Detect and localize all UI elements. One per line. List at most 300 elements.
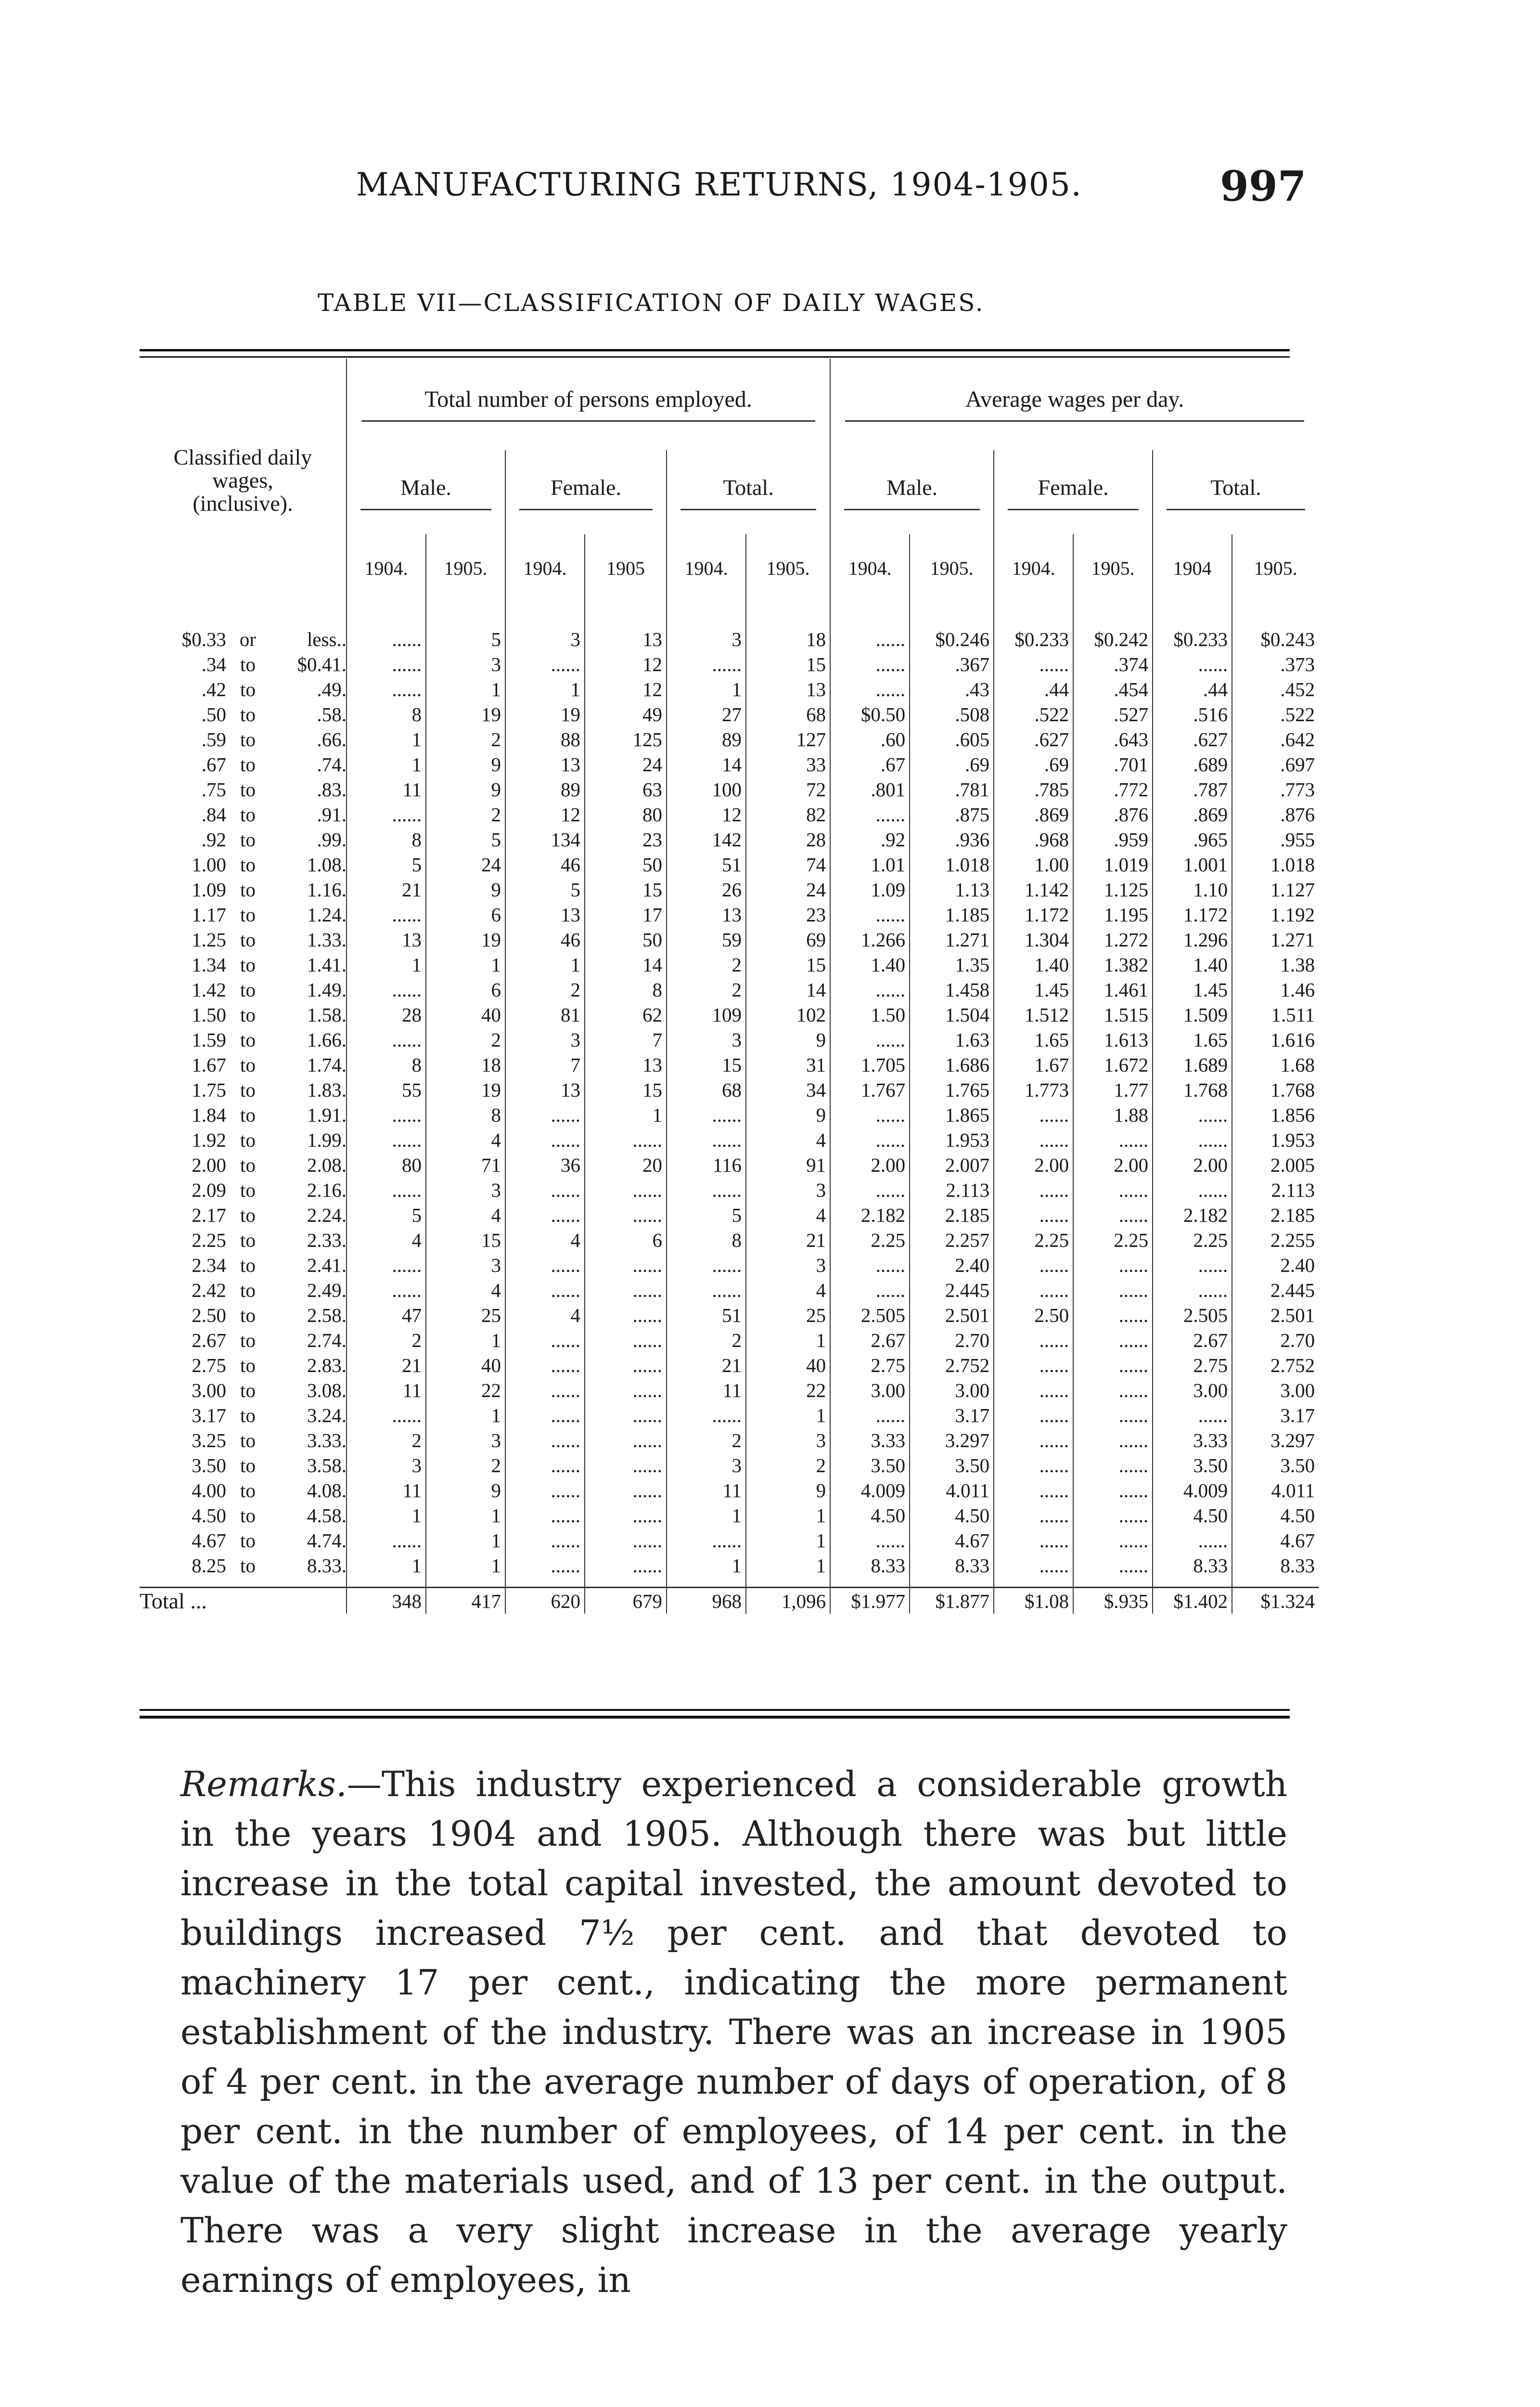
wage-class-from: .84 (201, 803, 226, 826)
table-cell: ...... (585, 1503, 667, 1528)
table-cell: 1.01 (830, 852, 910, 877)
table-cell: 1.40 (994, 952, 1073, 977)
table-cell: 13 (505, 1077, 585, 1102)
table-row (140, 1278, 1319, 1303)
table-cell: 8.33 (830, 1553, 910, 1578)
table-row (140, 1152, 1319, 1178)
table-cell: 1 (746, 1553, 830, 1578)
wage-class-upper: .91. (317, 803, 346, 826)
wage-class-to: to (240, 879, 256, 901)
table-cell: ...... (585, 1328, 667, 1353)
wage-class-label (140, 977, 346, 1002)
table-cell: 2.40 (910, 1253, 994, 1278)
table-cell: 3.50 (910, 1453, 994, 1478)
wage-class-to: to (240, 1379, 256, 1401)
total-cell: $1.977 (830, 1588, 910, 1614)
table-cell: .374 (1073, 652, 1153, 677)
table-cell: 2 (505, 977, 585, 1002)
table-cell: 19 (426, 1077, 505, 1102)
wage-class-upper: 3.08. (307, 1379, 346, 1401)
table-cell: 62 (585, 1002, 667, 1027)
wage-class-label (140, 1178, 346, 1203)
table-cell: .69 (994, 752, 1073, 777)
table-row (140, 1077, 1319, 1102)
wage-class-label (140, 777, 346, 802)
table-row (140, 652, 1319, 677)
table-cell: ...... (994, 652, 1073, 677)
table-cell: .67 (830, 752, 910, 777)
table-cell: 4.67 (1232, 1528, 1319, 1553)
wage-class-upper: 2.58. (307, 1304, 346, 1326)
table-cell: 89 (667, 727, 746, 752)
table-cell: 1.142 (994, 877, 1073, 902)
wage-class-upper: 2.33. (307, 1229, 346, 1251)
total-cell: 1,096 (746, 1588, 830, 1614)
table-row (140, 827, 1319, 852)
table-cell: 13 (667, 902, 746, 927)
table-cell: 1 (746, 1503, 830, 1528)
table-cell: .697 (1232, 752, 1319, 777)
wage-class-to: to (240, 778, 256, 801)
wage-class-upper: 1.16. (307, 879, 346, 901)
table-cell: ...... (1073, 1378, 1153, 1403)
wage-class-to: to (240, 1404, 256, 1426)
table-cell: 1.001 (1153, 852, 1232, 877)
table-row (140, 1203, 1319, 1228)
remarks-lead: Remarks. (180, 1764, 347, 1804)
table-cell: 2 (746, 1453, 830, 1478)
wage-class-from: 2.34 (192, 1254, 226, 1276)
table-cell: .869 (1153, 802, 1232, 827)
table-cell: ...... (830, 1278, 910, 1303)
table-cell: 25 (426, 1303, 505, 1328)
wage-class-to: to (240, 1129, 256, 1151)
table-cell: .876 (1232, 802, 1319, 827)
wage-class-to: to (240, 979, 256, 1001)
table-cell: 1.266 (830, 927, 910, 952)
table-cell: 3.17 (1232, 1403, 1319, 1428)
table-cell: .367 (910, 652, 994, 677)
wage-class-label (140, 827, 346, 852)
wage-class-to: to (240, 1529, 256, 1552)
table-cell: .869 (994, 802, 1073, 827)
table-top-rule (140, 349, 1290, 358)
table-cell: ...... (1153, 1178, 1232, 1203)
wage-class-from: 3.50 (192, 1454, 226, 1476)
table-cell: ...... (346, 1127, 426, 1152)
table-cell: 31 (746, 1052, 830, 1077)
table-cell: ...... (1073, 1328, 1153, 1353)
table-cell: 1.515 (1073, 1002, 1153, 1027)
table-cell: 1.686 (910, 1052, 994, 1077)
table-row (140, 1127, 1319, 1152)
table-cell: ...... (1073, 1553, 1153, 1578)
table-cell: 6 (585, 1228, 667, 1253)
table-row (140, 1228, 1319, 1253)
table-row (140, 1353, 1319, 1378)
table-cell: 14 (746, 977, 830, 1002)
table-cell: 3 (667, 1453, 746, 1478)
total-label: Total ... (140, 1588, 346, 1614)
table-cell: 1.865 (910, 1102, 994, 1127)
sub-header (667, 450, 830, 534)
table-cell: ...... (994, 1503, 1073, 1528)
table-cell: 36 (505, 1152, 585, 1178)
table-cell: 3 (426, 1178, 505, 1203)
wage-class-upper: 1.66. (307, 1029, 346, 1051)
total-cell: 679 (585, 1588, 667, 1614)
table-cell: ...... (1073, 1528, 1153, 1553)
table-cell: ...... (994, 1428, 1073, 1453)
table-cell: 2.505 (830, 1303, 910, 1328)
table-cell: 21 (746, 1228, 830, 1253)
table-cell: 2.00 (1153, 1152, 1232, 1178)
wage-class-upper: 1.58. (307, 1004, 346, 1026)
table-cell: 2.75 (830, 1353, 910, 1378)
spacer-cell (1073, 1578, 1153, 1588)
table-cell: 9 (426, 877, 505, 902)
table-cell: 80 (585, 802, 667, 827)
table-cell: 2.185 (910, 1203, 994, 1228)
wage-class-upper: 3.58. (307, 1454, 346, 1476)
spacer-cell (1153, 602, 1232, 627)
table-row (140, 852, 1319, 877)
table-cell: 1.272 (1073, 927, 1153, 952)
table-cell: ...... (667, 1178, 746, 1203)
table-cell: 51 (667, 852, 746, 877)
spacer-row (140, 1578, 1319, 1588)
wage-class-upper: 1.49. (307, 979, 346, 1001)
table-cell: 15 (426, 1228, 505, 1253)
table-cell: 13 (585, 1052, 667, 1077)
table-cell: 8 (585, 977, 667, 1002)
table-row (140, 1253, 1319, 1278)
table-cell: 11 (346, 777, 426, 802)
wage-class-to: to (240, 828, 256, 851)
table-cell: 1.382 (1073, 952, 1153, 977)
table-cell: 33 (746, 752, 830, 777)
table-cell: 109 (667, 1002, 746, 1027)
table-cell: 2 (346, 1428, 426, 1453)
table-cell: ...... (830, 1528, 910, 1553)
table-cell: .627 (994, 727, 1073, 752)
table-cell: 13 (505, 752, 585, 777)
wage-class-from: 2.25 (192, 1229, 226, 1251)
wage-class-to: to (240, 854, 256, 876)
spacer-cell (140, 602, 346, 627)
table-cell: 19 (505, 702, 585, 727)
table-cell: 2.501 (910, 1303, 994, 1328)
table-cell: 2.25 (994, 1228, 1073, 1253)
table-cell: 1.461 (1073, 977, 1153, 1002)
table-cell: 1 (426, 1553, 505, 1578)
table-cell: 1.00 (994, 852, 1073, 877)
table-cell: 8 (667, 1228, 746, 1253)
table-row (140, 1553, 1319, 1578)
table-bottom-rule (140, 1709, 1290, 1719)
table-cell: 1.511 (1232, 1002, 1319, 1027)
table-cell: 5 (346, 852, 426, 877)
table-row (140, 702, 1319, 727)
table-cell: ...... (505, 1203, 585, 1228)
table-cell: 7 (505, 1052, 585, 1077)
table-cell: 3 (746, 1178, 830, 1203)
spacer-cell (746, 602, 830, 627)
wage-class-upper: 2.24. (307, 1204, 346, 1226)
table-cell: ...... (505, 1553, 585, 1578)
table-cell: 3.00 (910, 1378, 994, 1403)
table-cell: 8 (346, 827, 426, 852)
table-cell: 2 (667, 1328, 746, 1353)
table-cell: 2.113 (1232, 1178, 1319, 1203)
table-cell: ...... (346, 627, 426, 652)
table-cell: 142 (667, 827, 746, 852)
spacer-cell (505, 1578, 585, 1588)
wage-class-to: to (240, 753, 256, 776)
table-cell: 2.005 (1232, 1152, 1319, 1178)
wage-class-from: 1.34 (192, 954, 226, 976)
table-row (140, 902, 1319, 927)
table-cell: ...... (994, 1278, 1073, 1303)
table-cell: ...... (830, 1102, 910, 1127)
table-cell: 74 (746, 852, 830, 877)
table-cell: 4 (746, 1278, 830, 1303)
table-cell: 1.509 (1153, 1002, 1232, 1027)
group-header-persons-label: Total number of persons employed. (361, 388, 815, 422)
total-cell: $.935 (1073, 1588, 1153, 1614)
total-cell: $1.402 (1153, 1588, 1232, 1614)
wage-class-from: $0.33 (181, 628, 226, 650)
table-cell: 1 (426, 1403, 505, 1428)
table-cell: 1.192 (1232, 902, 1319, 927)
table-cell: 4.009 (830, 1478, 910, 1503)
table-cell: 24 (426, 852, 505, 877)
table-cell: ...... (1073, 1403, 1153, 1428)
table-cell: 4 (746, 1203, 830, 1228)
table-cell: .875 (910, 802, 994, 827)
table-row (140, 1052, 1319, 1077)
table-cell: .522 (1232, 702, 1319, 727)
table-cell: 1.019 (1073, 852, 1153, 877)
table-cell: .373 (1232, 652, 1319, 677)
spacer-cell (830, 1578, 910, 1588)
table-cell: 2.182 (1153, 1203, 1232, 1228)
table-cell: 3.00 (1232, 1378, 1319, 1403)
wage-class-from: 2.42 (192, 1279, 226, 1301)
table-cell: ...... (505, 1328, 585, 1353)
wage-class-from: 2.00 (192, 1154, 226, 1176)
table-cell: ...... (585, 1428, 667, 1453)
sub-header (830, 450, 994, 534)
table-cell: 2.505 (1153, 1303, 1232, 1328)
table-cell: ...... (994, 1378, 1073, 1403)
wage-class-to: to (240, 653, 256, 675)
table-cell: 2.185 (1232, 1203, 1319, 1228)
table-cell: .92 (830, 827, 910, 852)
year-header: 1904. (830, 534, 910, 602)
spacer-cell (1073, 602, 1153, 627)
table-cell: 1.271 (910, 927, 994, 952)
table-cell: ...... (346, 1403, 426, 1428)
table-cell: 1.195 (1073, 902, 1153, 927)
table-cell: 3.50 (830, 1453, 910, 1478)
table-cell: 7 (585, 1027, 667, 1052)
table-cell: ...... (346, 1278, 426, 1303)
table-cell: 1.271 (1232, 927, 1319, 952)
table-cell: 1.35 (910, 952, 994, 977)
table-row (140, 1478, 1319, 1503)
table-cell: ...... (994, 1528, 1073, 1553)
wage-class-to: to (240, 904, 256, 926)
wage-class-label (140, 1553, 346, 1578)
table-cell: .643 (1073, 727, 1153, 752)
table-cell: 19 (426, 702, 505, 727)
table-cell: ...... (505, 1378, 585, 1403)
table-cell: 1.65 (994, 1027, 1073, 1052)
spacer-cell (1153, 1578, 1232, 1588)
table-cell: 2 (426, 727, 505, 752)
table-cell: 22 (746, 1378, 830, 1403)
wage-class-from: 2.09 (192, 1179, 226, 1201)
table-cell: ...... (667, 1127, 746, 1152)
table-cell: 14 (585, 952, 667, 977)
wage-class-from: 1.00 (192, 854, 226, 876)
spacer-cell (667, 1578, 746, 1588)
wage-class-to: to (240, 1054, 256, 1076)
table-cell: 4.011 (1232, 1478, 1319, 1503)
table-cell: 4.67 (910, 1528, 994, 1553)
table-cell: 2 (667, 1428, 746, 1453)
spacer-cell (346, 1578, 426, 1588)
row-header (140, 359, 346, 602)
wage-class-upper: .66. (317, 728, 346, 751)
table-cell: 2 (426, 1453, 505, 1478)
table-cell: ...... (346, 652, 426, 677)
table-cell: ...... (346, 902, 426, 927)
wage-class-upper: 2.83. (307, 1354, 346, 1376)
table-cell: 13 (585, 627, 667, 652)
table-cell: ...... (1073, 1503, 1153, 1528)
year-header: 1905. (746, 534, 830, 602)
table-row (140, 777, 1319, 802)
wage-class-upper: .83. (317, 778, 346, 801)
table-cell: 1.38 (1232, 952, 1319, 977)
wage-class-label (140, 1378, 346, 1403)
table-cell: 68 (746, 702, 830, 727)
wage-class-upper: .49. (317, 678, 346, 700)
table-cell: 8.33 (1153, 1553, 1232, 1578)
table-cell: ...... (505, 1278, 585, 1303)
table-cell: 12 (585, 677, 667, 702)
table-row (140, 1453, 1319, 1478)
table-row (140, 1328, 1319, 1353)
table-cell: 12 (667, 802, 746, 827)
table-cell: 4 (505, 1303, 585, 1328)
table-cell: 100 (667, 777, 746, 802)
wage-class-to: to (240, 1229, 256, 1251)
table-cell: 17 (585, 902, 667, 927)
wage-class-label (140, 927, 346, 952)
wage-class-from: 1.59 (192, 1029, 226, 1051)
table-cell: ...... (505, 1178, 585, 1203)
table-cell: 4 (505, 1228, 585, 1253)
wage-class-label (140, 877, 346, 902)
table-cell: ...... (667, 1403, 746, 1428)
table-cell: 88 (505, 727, 585, 752)
table-cell: $0.243 (1232, 627, 1319, 652)
table-row (140, 1428, 1319, 1453)
wage-class-to: to (240, 1554, 256, 1577)
table-cell: ...... (585, 1353, 667, 1378)
table-cell: 63 (585, 777, 667, 802)
table-cell: .605 (910, 727, 994, 752)
table-cell: 2.113 (910, 1178, 994, 1203)
wage-class-label (140, 627, 346, 652)
sub-header-label: Male. (360, 475, 491, 510)
table-cell: ...... (994, 1553, 1073, 1578)
table-cell: 2.25 (1153, 1228, 1232, 1253)
table-cell: ...... (1153, 1403, 1232, 1428)
table-cell: ...... (830, 802, 910, 827)
table-cell: .701 (1073, 752, 1153, 777)
table-cell: 2.25 (830, 1228, 910, 1253)
wage-class-label (140, 952, 346, 977)
table-cell: 2.445 (1232, 1278, 1319, 1303)
table-cell: ...... (346, 1102, 426, 1127)
wage-class-from: 1.84 (192, 1104, 226, 1126)
table-cell: 15 (746, 652, 830, 677)
table-cell: 3.33 (1153, 1428, 1232, 1453)
table-cell: 1.512 (994, 1002, 1073, 1027)
table-cell: ...... (994, 1102, 1073, 1127)
table-row (140, 1303, 1319, 1328)
wage-class-to: to (240, 1029, 256, 1051)
sub-header-label: Total. (680, 475, 816, 510)
table-cell: 24 (746, 877, 830, 902)
table-cell: 20 (585, 1152, 667, 1178)
wage-class-label (140, 1303, 346, 1328)
table-cell: 4.50 (1153, 1503, 1232, 1528)
table-cell: ...... (585, 1403, 667, 1428)
spacer-cell (994, 602, 1073, 627)
table-cell: ...... (585, 1478, 667, 1503)
table-cell: .787 (1153, 777, 1232, 802)
running-title: MANUFACTURING RETURNS, 1904-1905. (356, 166, 1082, 203)
table-cell: 34 (746, 1077, 830, 1102)
table-cell: 2.00 (994, 1152, 1073, 1178)
wage-class-upper: .58. (317, 703, 346, 725)
table-cell: ...... (346, 1027, 426, 1052)
table-cell: 1 (426, 1503, 505, 1528)
wage-class-from: 2.50 (192, 1304, 226, 1326)
table-row (140, 1503, 1319, 1528)
table-cell: 5 (505, 877, 585, 902)
wage-class-to: to (240, 1479, 256, 1501)
table-cell: 1.09 (830, 877, 910, 902)
wage-class-from: 8.25 (192, 1554, 226, 1577)
wage-class-label (140, 1152, 346, 1178)
table-cell: ...... (1073, 1253, 1153, 1278)
table-cell: 2 (426, 802, 505, 827)
table-cell: ...... (994, 1127, 1073, 1152)
table-cell: ...... (585, 1253, 667, 1278)
table-cell: 3 (426, 1428, 505, 1453)
table-cell: 1 (505, 677, 585, 702)
wage-class-label (140, 1328, 346, 1353)
table-row (140, 727, 1319, 752)
wage-class-to: to (240, 678, 256, 700)
wage-class-label (140, 1353, 346, 1378)
